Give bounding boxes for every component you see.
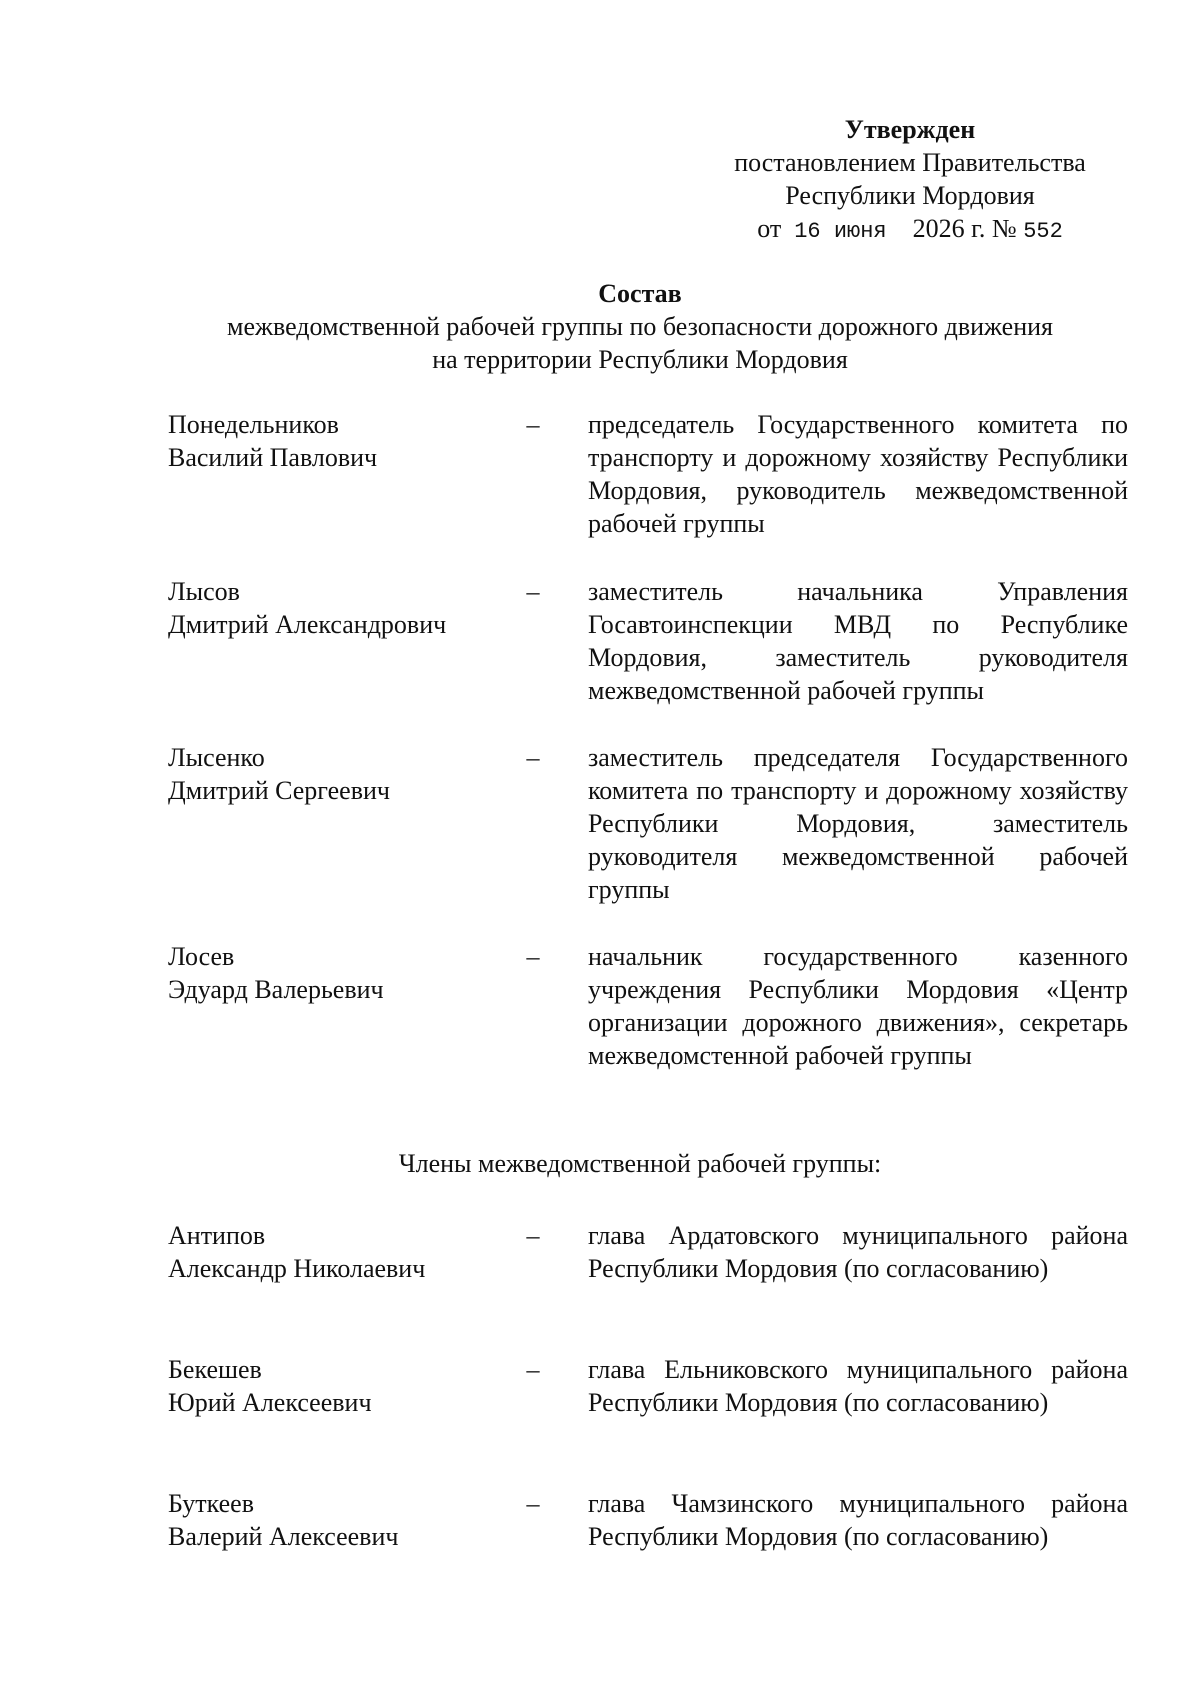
- person-name: [168, 1219, 508, 1285]
- dash-separator: –: [526, 942, 540, 971]
- surname: Лысенко: [168, 743, 265, 772]
- surname: Лосев: [168, 942, 235, 971]
- document-number: 552: [1023, 219, 1063, 244]
- approval-stamp: [700, 113, 1120, 248]
- surname: Буткеев: [168, 1489, 254, 1518]
- approval-line-2: Республики Мордовия: [785, 181, 1035, 210]
- given-names: Юрий Алексеевич: [168, 1388, 372, 1417]
- position-description: председатель Государственного комитета по транспорту и дорожному хозяйству Республики Мордовия, руководитель межведомственной рабочей группы: [588, 410, 1128, 538]
- position-description: глава Чамзинского муниципального района Республики Мордовия (по согласованию): [588, 1489, 1128, 1551]
- given-names: Валерий Алексеевич: [168, 1522, 399, 1551]
- title-subtitle-2: на территории Республики Мордовия: [432, 345, 848, 374]
- given-names: Дмитрий Александрович: [168, 610, 447, 639]
- given-names: Василий Павлович: [168, 443, 378, 472]
- person-name: [168, 575, 508, 641]
- approval-line-1: постановлением Правительства: [734, 148, 1086, 177]
- members-heading: Члены межведомственной рабочей группы:: [398, 1149, 882, 1178]
- dash-separator: –: [526, 1355, 540, 1384]
- given-names: Эдуард Валерьевич: [168, 975, 384, 1004]
- dash-separator: –: [526, 577, 540, 606]
- approval-heading: Утвержден: [844, 115, 976, 144]
- person-name: [168, 940, 508, 1006]
- given-names: Александр Николаевич: [168, 1254, 426, 1283]
- person-name: [168, 741, 508, 807]
- date-prefix: от: [757, 214, 782, 243]
- document-title: [120, 277, 1160, 376]
- given-names: Дмитрий Сергеевич: [168, 776, 390, 805]
- position-description: начальник государственного казенного учреждения Республики Мордовия «Центр организации дорожного движения», секретарь межведомстенной рабочей группы: [588, 942, 1128, 1070]
- surname: Антипов: [168, 1221, 266, 1250]
- title-subtitle-1: межведомственной рабочей группы по безопасности дорожного движения: [226, 312, 1053, 341]
- title-main: Состав: [598, 279, 682, 308]
- surname: Понедельников: [168, 410, 339, 439]
- surname: Лысов: [168, 577, 240, 606]
- date-year: 2026 г. №: [912, 214, 1017, 243]
- person-name: [168, 1487, 508, 1553]
- dash-separator: –: [526, 743, 540, 772]
- approval-date-line: [700, 212, 1120, 248]
- dash-separator: –: [526, 1221, 540, 1250]
- position-description: глава Ельниковского муниципального района Республики Мордовия (по согласованию): [588, 1355, 1128, 1417]
- dash-separator: –: [526, 410, 540, 439]
- person-name: [168, 1353, 508, 1419]
- position-description: заместитель начальника Управления Госавтоинспекции МВД по Республике Мордовия, заместитель руководителя межведомственной рабочей группы: [588, 577, 1128, 705]
- dash-separator: –: [526, 1489, 540, 1518]
- position-description: заместитель председателя Государственного комитета по транспорту и дорожному хозяйству Республики Мордовия, заместитель руководителя межведомственной рабочей группы: [588, 743, 1128, 904]
- surname: Бекешев: [168, 1355, 262, 1384]
- date-day-month: 16 июня: [794, 219, 887, 244]
- position-description: глава Ардатовского муниципального района Республики Мордовия (по согласованию): [588, 1221, 1128, 1283]
- person-name: [168, 408, 508, 474]
